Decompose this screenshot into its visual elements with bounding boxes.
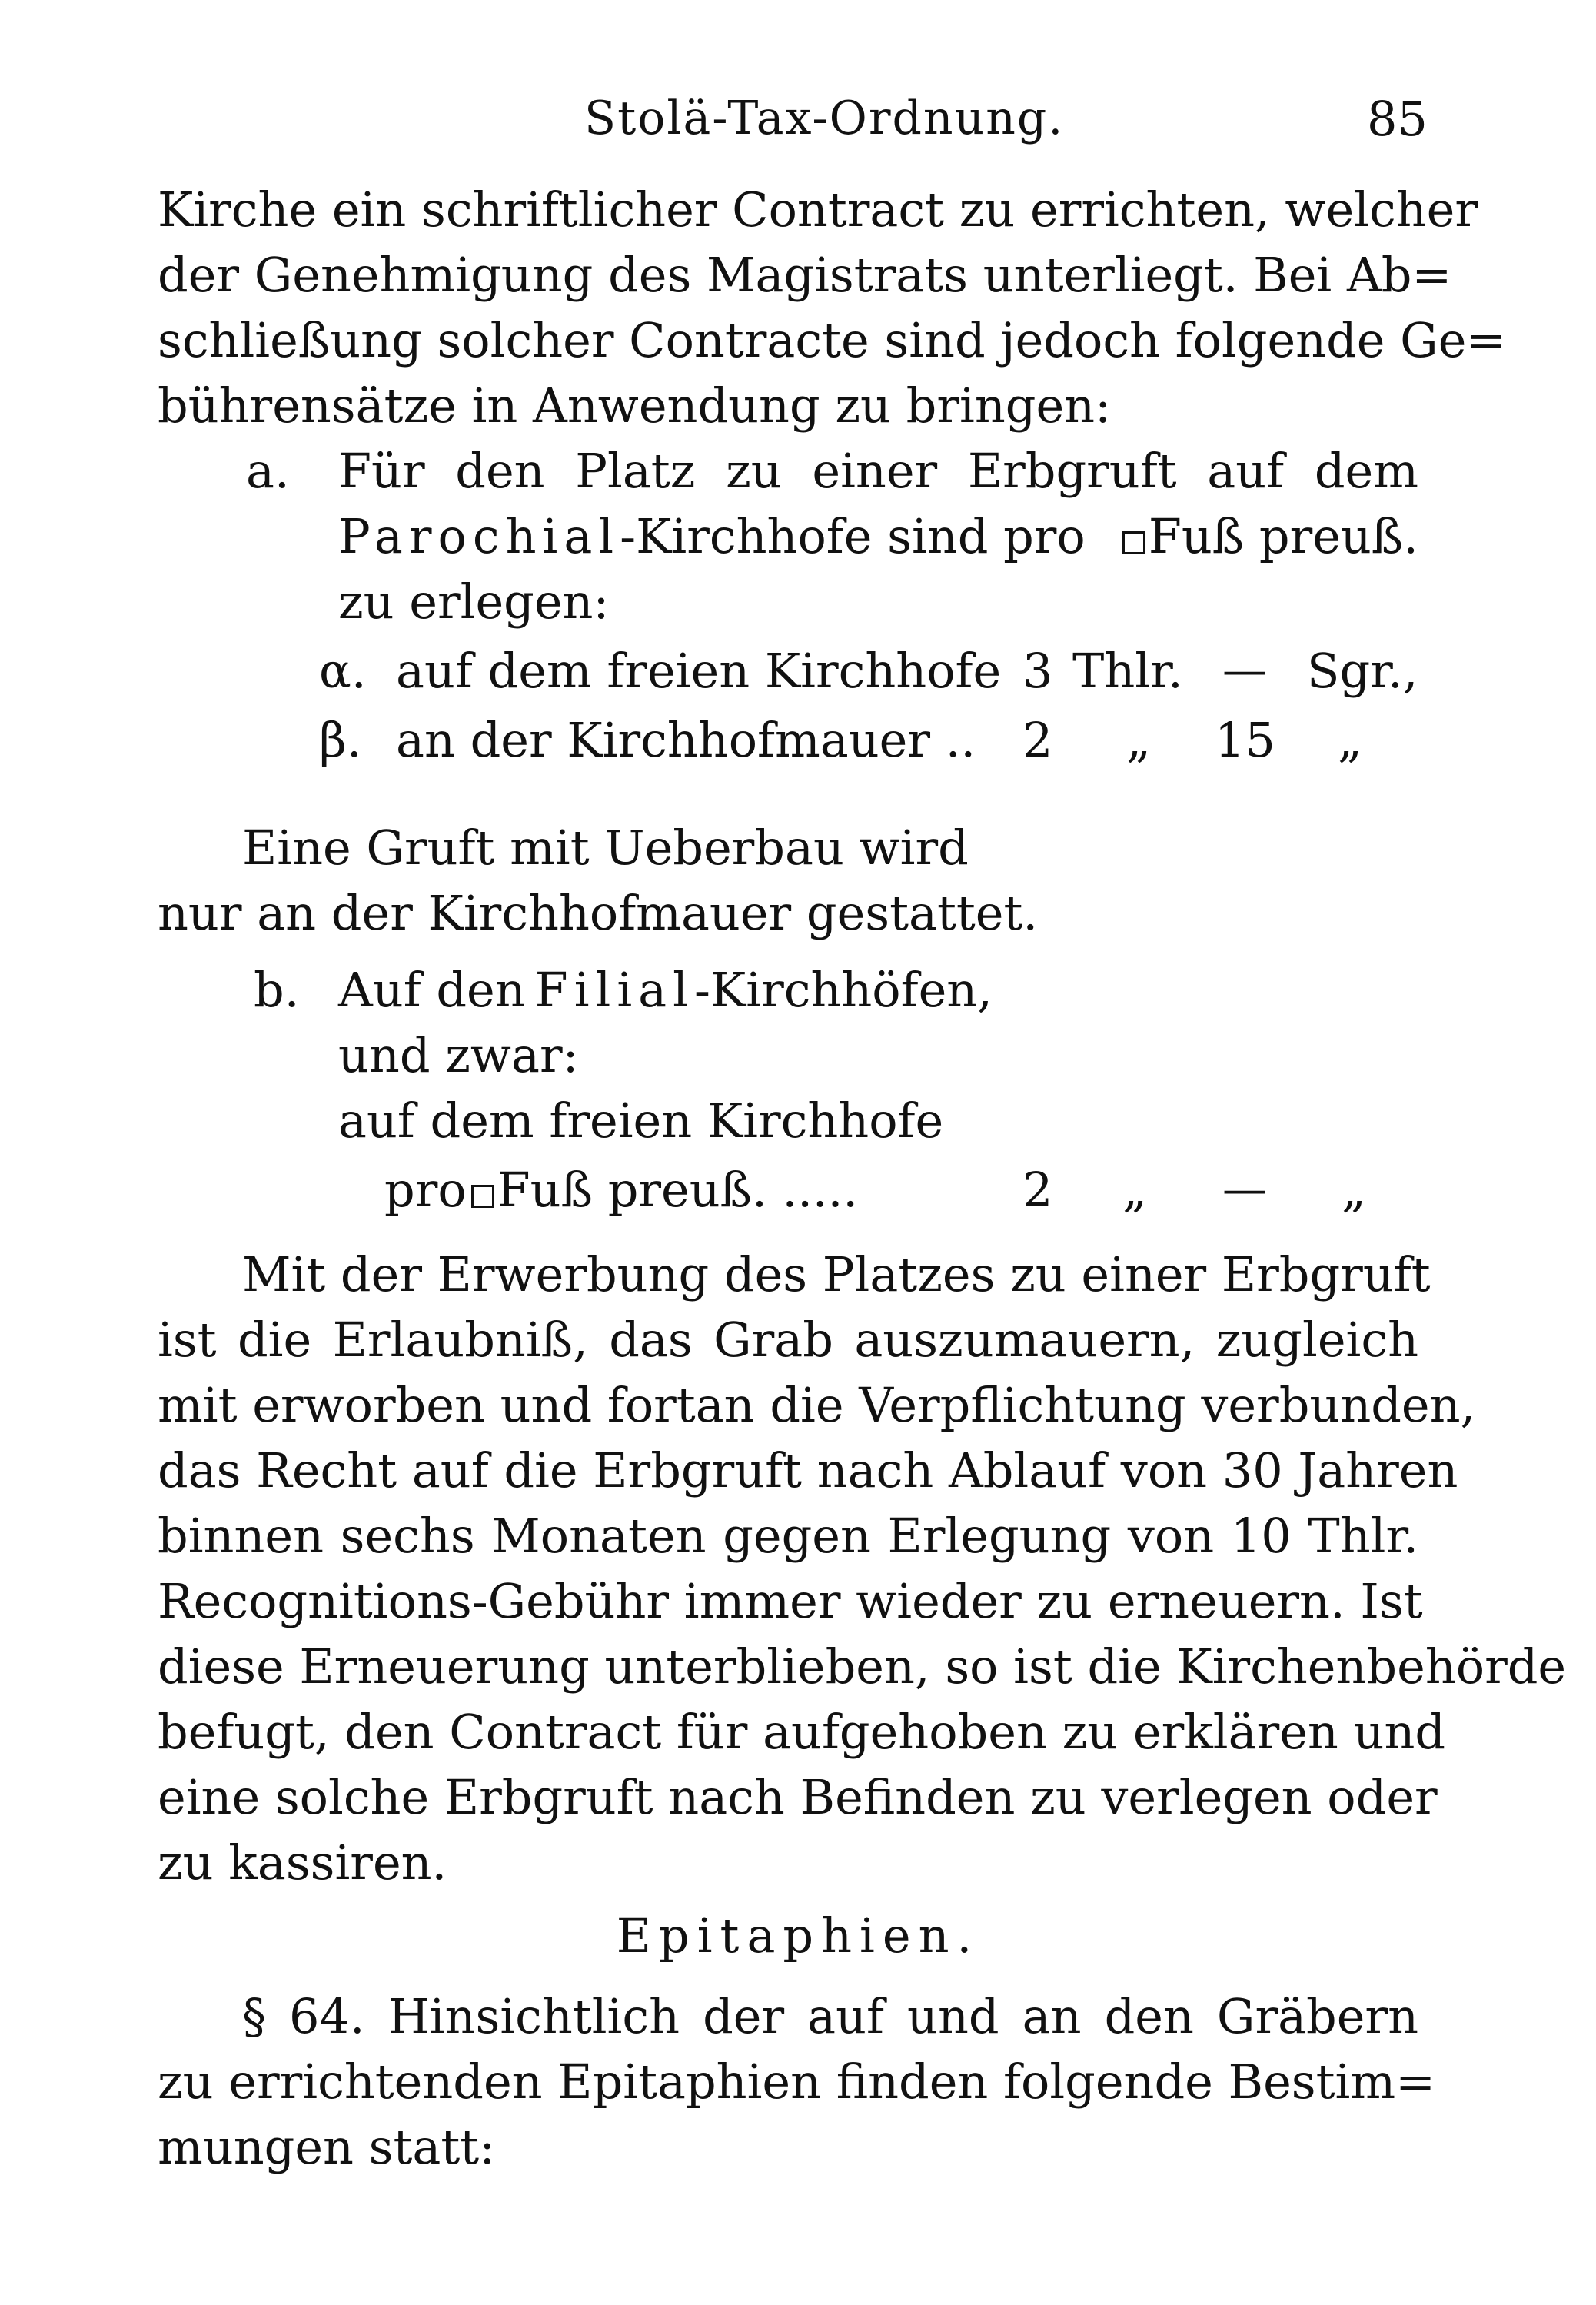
- rate-unit: „: [1342, 1162, 1367, 1218]
- text-line: das Recht auf die Erbgruft nach Ablauf von 30 Jahren: [158, 1442, 1458, 1498]
- item-marker: b.: [254, 962, 300, 1018]
- text-line: befugt, den Contract für aufgehoben zu erklären und: [158, 1704, 1446, 1760]
- item-marker: a.: [246, 443, 290, 499]
- rate-unit: „: [1126, 712, 1152, 768]
- page-number: 85: [1367, 91, 1428, 147]
- spaced-word: Filial: [534, 962, 694, 1018]
- rate-amount: 2: [1022, 1162, 1053, 1218]
- text-line: Eine Gruft mit Ueberbau wird: [242, 820, 969, 876]
- text-fragment: Auf den: [338, 962, 526, 1018]
- text-line: auf dem freien Kirchhofe: [338, 1093, 944, 1149]
- text-line: Mit der Erwerbung des Platzes zu einer Erbgruft: [242, 1246, 1431, 1302]
- text-line: zu erlegen:: [338, 574, 610, 630]
- subitem-text: auf dem freien Kirchhofe: [396, 643, 1002, 699]
- text-line: zu kassiren.: [158, 1834, 447, 1891]
- text-line: Recognitions-Gebühr immer wieder zu erneuern. Ist: [158, 1573, 1423, 1629]
- text-fragment: Fuß preuß. .....: [497, 1162, 859, 1218]
- text-line: [338, 962, 993, 1018]
- text-line: diese Erneuerung unterblieben, so ist die Kirchenbehörde: [158, 1638, 1567, 1695]
- spaced-word: Parochial: [338, 508, 620, 564]
- subitem-marker: β.: [319, 712, 362, 768]
- square-icon: [1122, 531, 1145, 554]
- rate-value: —: [1222, 1162, 1267, 1215]
- text-line: bührensätze in Anwendung zu bringen:: [158, 378, 1111, 434]
- text-line: ist die Erlaubniß, das Grab auszumauern, zugleich: [158, 1312, 1418, 1368]
- text-fragment: -Kirchhöfen,: [693, 962, 993, 1018]
- text-fragment: Fuß preuß.: [1148, 508, 1418, 564]
- text-line: nur an der Kirchhofmauer gestattet.: [158, 885, 1039, 941]
- text-line: eine solche Erbgruft nach Befinden zu verlegen oder: [158, 1769, 1438, 1825]
- rate-value: —: [1222, 644, 1267, 696]
- text-line: und zwar:: [338, 1027, 579, 1083]
- subitem-text: an der Kirchhofmauer ..: [396, 712, 976, 768]
- rate-unit: Sgr.,: [1307, 643, 1418, 699]
- rate-amount: 2: [1022, 712, 1053, 768]
- text-line: zu errichtenden Epitaphien finden folgende Bestim=: [158, 2054, 1436, 2110]
- text-fragment: -Kirchhofe sind pro: [620, 508, 1086, 564]
- text-line: mit erworben und fortan die Verpflichtung verbunden,: [158, 1377, 1476, 1433]
- text-line: Kirche ein schriftlicher Contract zu errichten, welcher: [158, 181, 1478, 238]
- text-line: mungen statt:: [158, 2119, 496, 2175]
- text-line: der Genehmigung des Magistrats unterliegt. Bei Ab=: [158, 247, 1452, 303]
- rate-unit: „: [1122, 1162, 1148, 1218]
- rate-value: 15: [1215, 712, 1275, 768]
- subitem-marker: α.: [319, 643, 367, 699]
- rate-unit: „: [1338, 712, 1363, 768]
- text-line: Für den Platz zu einer Erbgruft auf dem: [338, 443, 1418, 499]
- text-line: § 64. Hinsichtlich der auf und an den Gräbern: [242, 1988, 1418, 2044]
- rate-amount: 3: [1022, 643, 1053, 699]
- text-fragment: pro: [384, 1162, 467, 1218]
- text-line: [384, 1162, 859, 1218]
- section-heading: Epitaphien.: [616, 1908, 980, 1964]
- running-title: Stolä-Tax-Ordnung.: [584, 91, 1065, 145]
- text-line: [338, 508, 1418, 564]
- rate-unit: Thlr.: [1072, 643, 1183, 699]
- square-icon: [471, 1185, 494, 1208]
- text-line: binnen sechs Monaten gegen Erlegung von 10 Thlr.: [158, 1508, 1418, 1564]
- text-line: schließung solcher Contracte sind jedoch folgende Ge=: [158, 312, 1507, 368]
